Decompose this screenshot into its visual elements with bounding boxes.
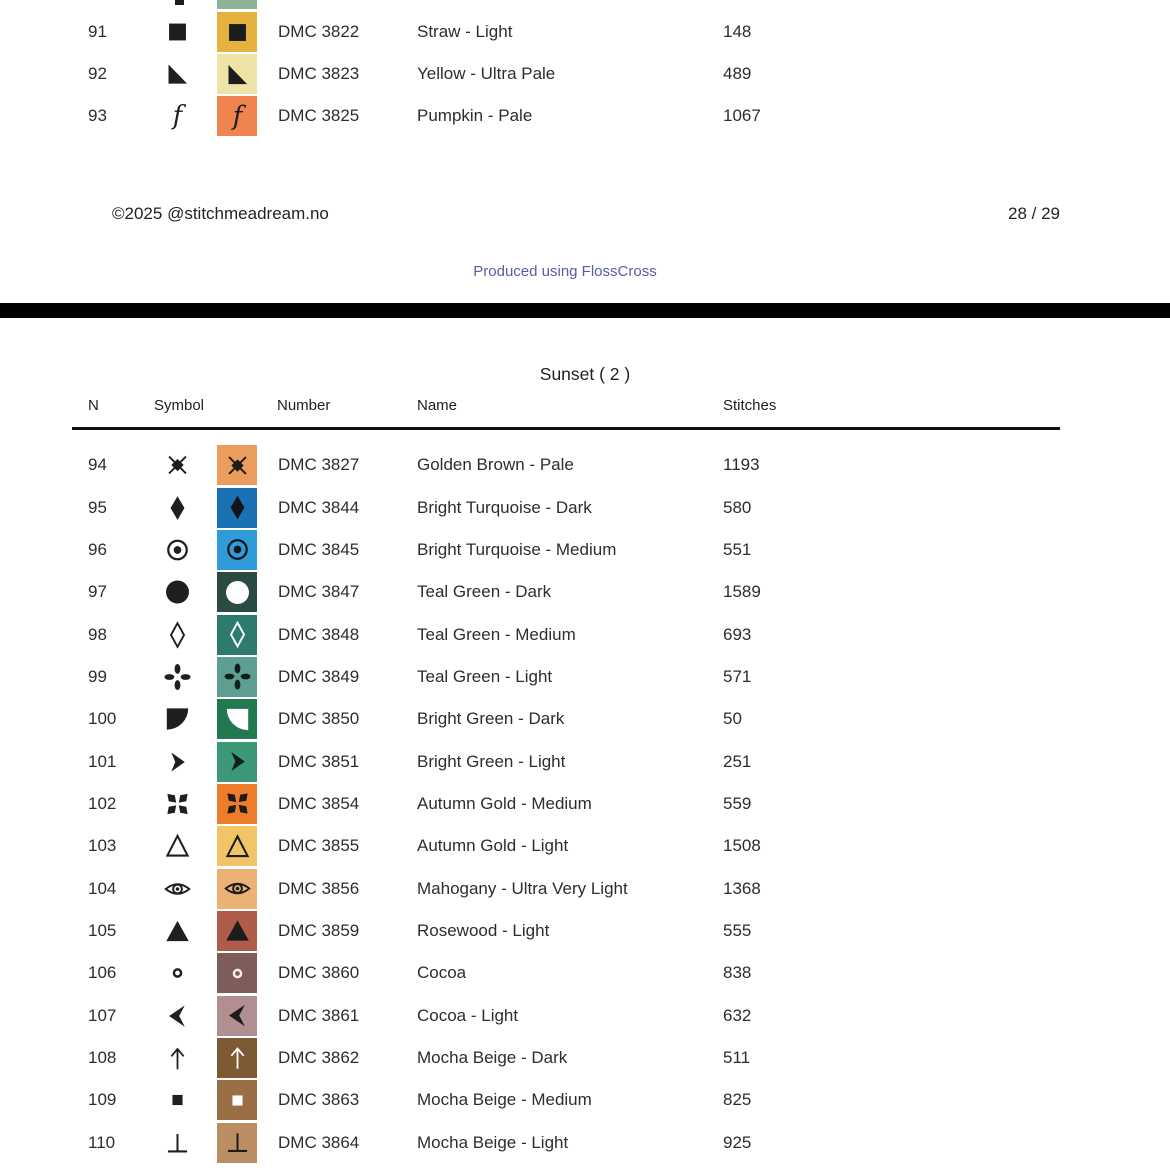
symbol-cell bbox=[147, 663, 207, 690]
color-name: Autumn Gold - Light bbox=[417, 836, 569, 856]
svg-text:f: f bbox=[172, 102, 182, 130]
dmc-number: DMC 3822 bbox=[278, 22, 360, 41]
dmc-number: DMC 3848 bbox=[278, 624, 360, 644]
row-index: 110 bbox=[88, 1132, 116, 1152]
symbol-cell bbox=[147, 960, 207, 987]
legend-row bbox=[0, 11, 1170, 53]
legend-row bbox=[0, 783, 1170, 825]
row-index: 92 bbox=[88, 64, 107, 83]
color-chip bbox=[217, 12, 257, 52]
perpendicular-icon bbox=[164, 1129, 191, 1156]
square-small-filled-icon bbox=[164, 1087, 191, 1114]
color-chip bbox=[217, 784, 257, 824]
stitch-count: 838 bbox=[723, 963, 752, 983]
color-name: Cocoa bbox=[417, 963, 467, 983]
row-index: 109 bbox=[88, 1090, 117, 1110]
row-index: 107 bbox=[88, 1005, 117, 1025]
x-diamond-icon bbox=[224, 452, 251, 479]
legend-row bbox=[0, 95, 1170, 137]
quarter-pie-icon bbox=[224, 706, 251, 733]
stitch-count: 551 bbox=[723, 539, 752, 559]
symbol-cell bbox=[147, 579, 207, 606]
partial-symbol-sliver bbox=[175, 0, 184, 5]
stitch-count: 693 bbox=[723, 624, 752, 644]
color-name: Teal Green - Dark bbox=[417, 582, 552, 602]
dmc-number: DMC 3854 bbox=[278, 793, 360, 813]
legend-row bbox=[0, 698, 1170, 740]
color-chip bbox=[217, 445, 257, 485]
color-name: Mocha Beige - Dark bbox=[417, 1047, 568, 1067]
row-index: 108 bbox=[88, 1047, 117, 1067]
stitch-count: 489 bbox=[723, 64, 752, 83]
stitch-count: 925 bbox=[723, 1132, 752, 1152]
row-index: 106 bbox=[88, 963, 117, 983]
triangle-filled-icon bbox=[164, 917, 191, 944]
color-name: Straw - Light bbox=[417, 22, 513, 41]
column-header-stitches: Stitches bbox=[723, 397, 777, 414]
dmc-number: DMC 3825 bbox=[278, 106, 360, 125]
dmc-number: DMC 3856 bbox=[278, 878, 360, 898]
color-name: Golden Brown - Pale bbox=[417, 455, 574, 475]
stitch-count: 50 bbox=[723, 709, 742, 729]
stitch-count: 1067 bbox=[723, 106, 761, 125]
symbol-cell bbox=[147, 103, 207, 130]
flosscross-link[interactable]: Produced using FlossCross bbox=[473, 263, 657, 280]
petal-cross-icon bbox=[164, 663, 191, 690]
dmc-number: DMC 3823 bbox=[278, 64, 360, 83]
color-name: Bright Turquoise - Medium bbox=[417, 539, 617, 559]
legend-row bbox=[0, 1037, 1170, 1079]
diamond-filled-icon bbox=[224, 494, 251, 521]
dmc-number: DMC 3860 bbox=[278, 963, 360, 983]
row-index: 97 bbox=[88, 582, 107, 602]
square-filled-icon bbox=[164, 19, 191, 46]
legend-row bbox=[0, 656, 1170, 698]
stitch-count: 632 bbox=[723, 1005, 752, 1025]
quarter-pie-icon bbox=[164, 706, 191, 733]
row-index: 102 bbox=[88, 793, 117, 813]
color-name: Cocoa - Light bbox=[417, 1005, 519, 1025]
legend-row bbox=[0, 53, 1170, 95]
stitch-count: 1193 bbox=[723, 455, 760, 475]
color-name: Autumn Gold - Medium bbox=[417, 793, 592, 813]
chevron-left-bold-icon bbox=[224, 1002, 251, 1029]
symbol-cell bbox=[147, 790, 207, 817]
stitch-count: 1508 bbox=[723, 836, 761, 856]
stitch-count: 1368 bbox=[723, 878, 761, 898]
row-index: 105 bbox=[88, 920, 117, 940]
diamond-outline-icon bbox=[224, 621, 251, 648]
legend-row bbox=[0, 952, 1170, 994]
column-header-n: N bbox=[88, 397, 99, 414]
stitch-count: 1589 bbox=[723, 582, 761, 602]
dmc-number: DMC 3861 bbox=[278, 1005, 360, 1025]
symbol-cell bbox=[147, 621, 207, 648]
dmc-number: DMC 3845 bbox=[278, 539, 360, 559]
color-name: Rosewood - Light bbox=[417, 920, 550, 940]
eye-icon bbox=[164, 875, 191, 902]
eye-icon bbox=[224, 875, 251, 902]
color-chip bbox=[217, 530, 257, 570]
row-index: 93 bbox=[88, 106, 107, 125]
letter-f-icon bbox=[164, 103, 191, 130]
stitch-count: 555 bbox=[723, 920, 752, 940]
color-chip bbox=[217, 96, 257, 136]
stitch-count: 251 bbox=[723, 751, 752, 771]
header-underline bbox=[72, 427, 1060, 430]
stitch-count: 580 bbox=[723, 497, 752, 517]
page-number: 28 / 29 bbox=[1008, 204, 1060, 223]
stitch-count: 825 bbox=[723, 1090, 752, 1110]
legend-row bbox=[0, 613, 1170, 655]
row-index: 103 bbox=[88, 836, 117, 856]
symbol-cell bbox=[147, 917, 207, 944]
dmc-number: DMC 3864 bbox=[278, 1132, 360, 1152]
symbol-cell bbox=[147, 748, 207, 775]
circle-filled-icon bbox=[224, 579, 251, 606]
triangle-lower-left-icon bbox=[224, 61, 251, 88]
color-name: Teal Green - Medium bbox=[417, 624, 576, 644]
legend-row bbox=[0, 740, 1170, 782]
color-name: Bright Green - Light bbox=[417, 751, 566, 771]
stitch-count: 511 bbox=[723, 1047, 751, 1067]
column-header-name: Name bbox=[417, 397, 458, 414]
triangle-filled-icon bbox=[224, 917, 251, 944]
page-footer bbox=[112, 204, 1060, 224]
legend-row bbox=[0, 529, 1170, 571]
fisheye-icon bbox=[224, 536, 251, 563]
color-chip bbox=[217, 953, 257, 993]
stitch-count: 559 bbox=[723, 793, 752, 813]
color-name: Mocha Beige - Medium bbox=[417, 1090, 592, 1110]
legend-row bbox=[0, 571, 1170, 613]
color-chip bbox=[217, 1080, 257, 1120]
legend-rows-page28 bbox=[0, 11, 1170, 137]
triangle-lower-left-icon bbox=[164, 61, 191, 88]
color-name: Bright Green - Dark bbox=[417, 709, 565, 729]
color-chip bbox=[217, 826, 257, 866]
dmc-number: DMC 3849 bbox=[278, 666, 360, 686]
symbol-cell bbox=[147, 19, 207, 46]
column-header-number: Number bbox=[277, 397, 331, 414]
four-kites-icon bbox=[164, 790, 191, 817]
dmc-number: DMC 3851 bbox=[278, 751, 360, 771]
diamond-filled-icon bbox=[164, 494, 191, 521]
dmc-number: DMC 3863 bbox=[278, 1090, 360, 1110]
color-chip bbox=[217, 699, 257, 739]
legend-row bbox=[0, 867, 1170, 909]
chevron-right-bold-icon bbox=[224, 748, 251, 775]
circle-small-icon bbox=[224, 960, 251, 987]
symbol-cell bbox=[147, 706, 207, 733]
color-name: Teal Green - Light bbox=[417, 666, 553, 686]
legend-row bbox=[0, 1122, 1170, 1164]
color-name: Pumpkin - Pale bbox=[417, 106, 533, 125]
color-chip bbox=[217, 615, 257, 655]
color-chip bbox=[217, 54, 257, 94]
x-diamond-icon bbox=[164, 452, 191, 479]
dmc-number: DMC 3847 bbox=[278, 582, 360, 602]
legend-row bbox=[0, 994, 1170, 1036]
perpendicular-icon bbox=[224, 1129, 251, 1156]
fisheye-icon bbox=[164, 536, 191, 563]
chevron-right-bold-icon bbox=[164, 748, 191, 775]
row-index: 95 bbox=[88, 497, 107, 517]
four-kites-icon bbox=[224, 790, 251, 817]
row-index: 96 bbox=[88, 539, 107, 559]
partial-color-chip bbox=[217, 0, 257, 9]
square-small-filled-icon bbox=[224, 1087, 251, 1114]
arrow-up-icon bbox=[164, 1044, 191, 1071]
symbol-cell bbox=[147, 494, 207, 521]
color-chip bbox=[217, 911, 257, 951]
row-index: 94 bbox=[88, 455, 107, 475]
letter-f-icon bbox=[224, 103, 251, 130]
dmc-number: DMC 3844 bbox=[278, 497, 360, 517]
legend-row bbox=[0, 1079, 1170, 1121]
symbol-cell bbox=[147, 875, 207, 902]
color-chip bbox=[217, 572, 257, 612]
circle-filled-icon bbox=[164, 579, 191, 606]
color-chip bbox=[217, 657, 257, 697]
dmc-number: DMC 3827 bbox=[278, 455, 360, 475]
row-index: 100 bbox=[88, 709, 117, 729]
legend-row bbox=[0, 825, 1170, 867]
color-chip bbox=[217, 1038, 257, 1078]
triangle-outline-icon bbox=[164, 833, 191, 860]
stitch-count: 148 bbox=[723, 22, 752, 41]
color-name: Bright Turquoise - Dark bbox=[417, 497, 592, 517]
row-index: 99 bbox=[88, 666, 107, 686]
symbol-cell bbox=[147, 833, 207, 860]
color-chip bbox=[217, 996, 257, 1036]
svg-text:f: f bbox=[232, 102, 242, 130]
row-index: 98 bbox=[88, 624, 107, 644]
row-index: 101 bbox=[88, 751, 117, 771]
square-filled-icon bbox=[224, 19, 251, 46]
legend-title: Sunset ( 2 ) bbox=[539, 364, 631, 384]
symbol-cell bbox=[147, 1002, 207, 1029]
color-name: Mocha Beige - Light bbox=[417, 1132, 569, 1152]
diamond-outline-icon bbox=[164, 621, 191, 648]
symbol-cell bbox=[147, 1129, 207, 1156]
symbol-cell bbox=[147, 61, 207, 88]
arrow-up-icon bbox=[224, 1044, 251, 1071]
color-chip bbox=[217, 742, 257, 782]
symbol-cell bbox=[147, 1087, 207, 1114]
dmc-number: DMC 3859 bbox=[278, 920, 360, 940]
symbol-cell bbox=[147, 452, 207, 479]
dmc-number: DMC 3850 bbox=[278, 709, 360, 729]
triangle-outline-icon bbox=[224, 833, 251, 860]
legend-row bbox=[0, 910, 1170, 952]
color-chip bbox=[217, 1123, 257, 1163]
page-divider-bar bbox=[0, 303, 1170, 318]
row-index: 91 bbox=[88, 22, 107, 41]
dmc-number: DMC 3862 bbox=[278, 1047, 360, 1067]
color-name: Yellow - Ultra Pale bbox=[417, 64, 556, 83]
color-chip bbox=[217, 869, 257, 909]
stitch-count: 571 bbox=[723, 666, 752, 686]
color-chip bbox=[217, 488, 257, 528]
color-name: Mahogany - Ultra Very Light bbox=[417, 878, 628, 898]
symbol-cell bbox=[147, 1044, 207, 1071]
row-index: 104 bbox=[88, 878, 117, 898]
chevron-left-bold-icon bbox=[164, 1002, 191, 1029]
legend-row bbox=[0, 444, 1170, 486]
symbol-cell bbox=[147, 536, 207, 563]
copyright-text: ©2025 @stitchmeadream.no bbox=[112, 204, 329, 223]
legend-row bbox=[0, 486, 1170, 528]
petal-cross-icon bbox=[224, 663, 251, 690]
column-header-symbol: Symbol bbox=[154, 397, 205, 414]
circle-small-icon bbox=[164, 960, 191, 987]
legend-rows-page29 bbox=[0, 444, 1170, 1164]
dmc-number: DMC 3855 bbox=[278, 836, 360, 856]
